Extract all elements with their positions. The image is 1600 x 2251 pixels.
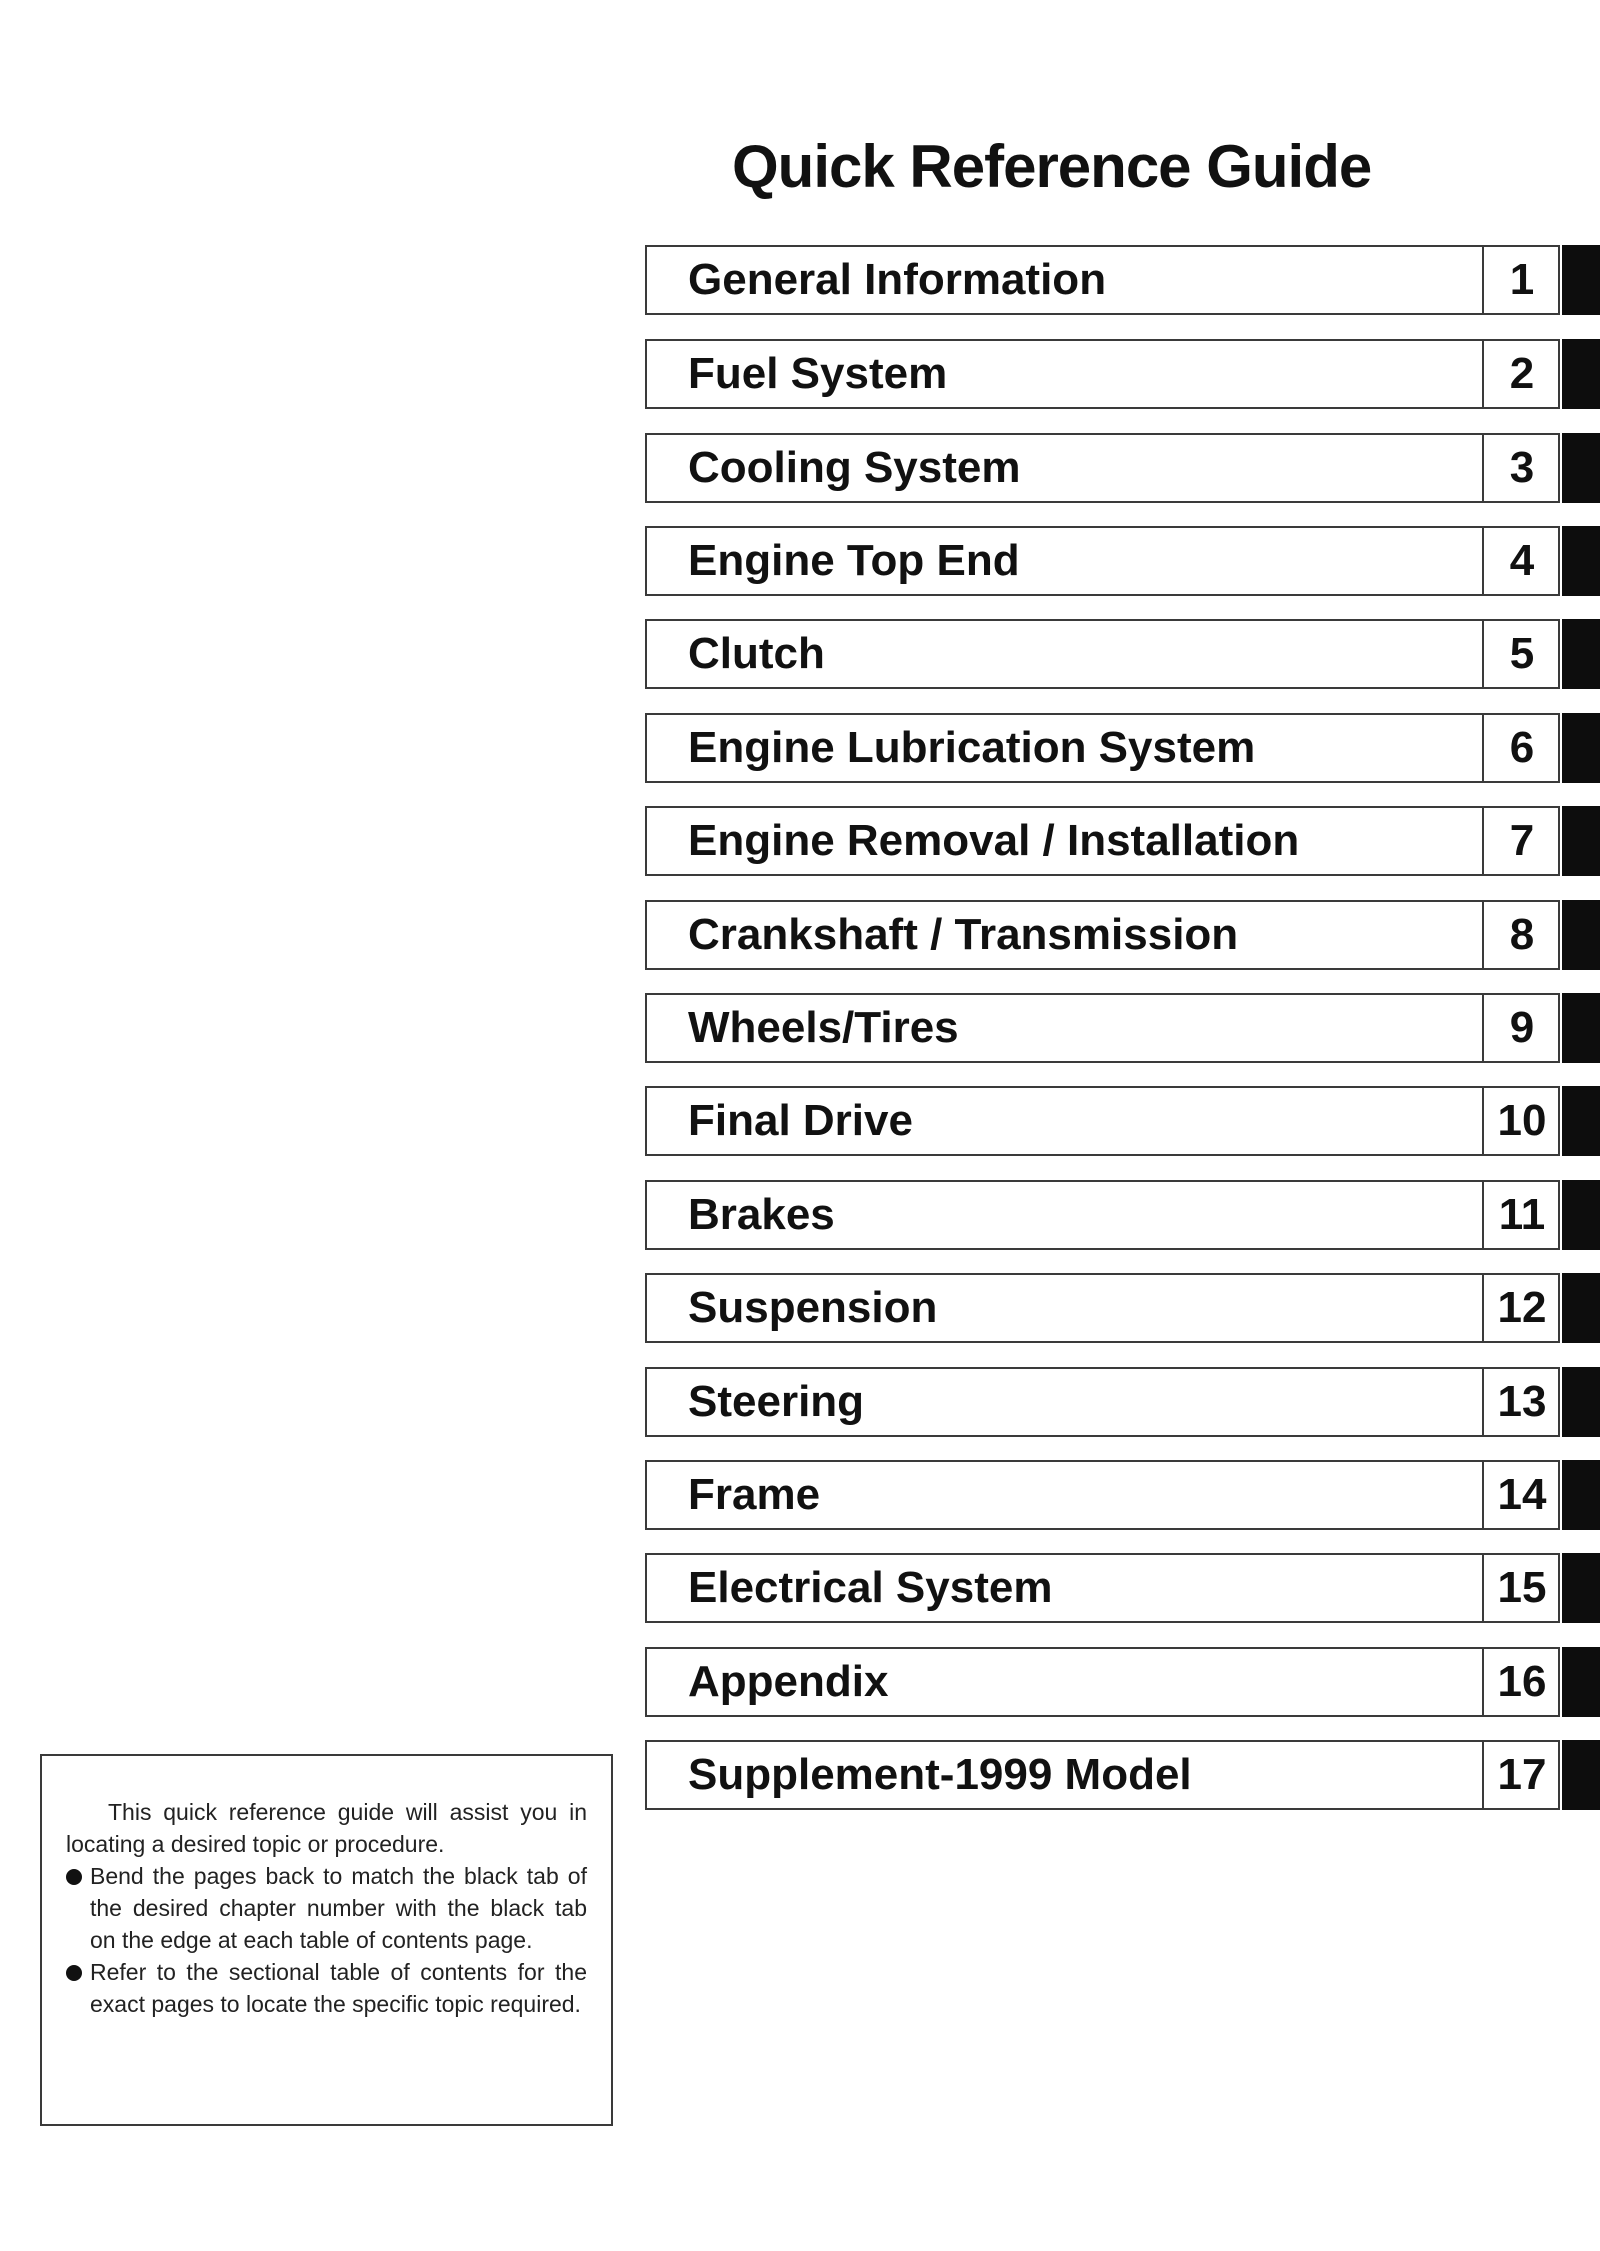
chapter-number: 3 — [1509, 443, 1535, 492]
chapter-label: Frame — [688, 1470, 821, 1519]
chapter-box — [645, 806, 1560, 876]
chapter-box — [645, 245, 1560, 315]
black-tab — [1562, 526, 1600, 596]
chapter-label: Appendix — [688, 1657, 889, 1706]
black-tab — [1562, 1740, 1600, 1810]
chapter-box — [645, 993, 1560, 1063]
chapter-label: Electrical System — [688, 1563, 1053, 1612]
chapter-number: 4 — [1509, 536, 1535, 585]
black-tab — [1562, 1553, 1600, 1623]
chapter-number: 5 — [1509, 629, 1535, 678]
black-tab — [1562, 339, 1600, 409]
chapter-row-3[interactable] — [645, 433, 1600, 503]
chapter-row-13[interactable] — [645, 1367, 1600, 1437]
chapter-box — [645, 433, 1560, 503]
chapter-row-4[interactable] — [645, 526, 1600, 596]
chapter-row-11[interactable] — [645, 1180, 1600, 1250]
instructions-box — [40, 1754, 613, 2126]
black-tab — [1562, 1367, 1600, 1437]
chapter-number: 10 — [1497, 1096, 1547, 1145]
chapter-number: 14 — [1497, 1470, 1547, 1519]
chapter-number: 2 — [1509, 349, 1535, 398]
black-tab — [1562, 806, 1600, 876]
bullet-icon — [66, 1869, 82, 1885]
chapter-box — [645, 339, 1560, 409]
chapter-row-14[interactable] — [645, 1460, 1600, 1530]
chapter-label: General Information — [688, 255, 1107, 304]
instructions-intro: This quick reference guide will assist you in locating a desired topic or procedure. — [66, 1799, 587, 1857]
chapter-label: Fuel System — [688, 349, 948, 398]
chapter-number: 6 — [1509, 723, 1535, 772]
chapter-row-9[interactable] — [645, 993, 1600, 1063]
chapter-label: Cooling System — [688, 443, 1021, 492]
black-tab — [1562, 433, 1600, 503]
chapter-number: 13 — [1497, 1377, 1547, 1426]
chapter-label: Wheels/Tires — [688, 1003, 959, 1052]
black-tab — [1562, 1086, 1600, 1156]
instruction-text: Bend the pages back to match the black tab of the desired chapter number with the black tab on the edge at each table of contents page. — [90, 1863, 587, 1953]
instruction-bullet — [66, 1956, 587, 2020]
black-tab — [1562, 1273, 1600, 1343]
chapter-number: 9 — [1509, 1003, 1535, 1052]
instruction-text: Refer to the sectional table of contents for the exact pages to locate the specific topic required. — [90, 1959, 587, 2017]
chapter-label: Final Drive — [688, 1096, 913, 1145]
chapter-number: 17 — [1497, 1750, 1547, 1799]
chapter-box — [645, 1273, 1560, 1343]
black-tab — [1562, 993, 1600, 1063]
chapter-label: Engine Top End — [688, 536, 1020, 585]
chapter-row-12[interactable] — [645, 1273, 1600, 1343]
chapter-label: Steering — [688, 1377, 865, 1426]
chapter-box — [645, 526, 1560, 596]
bullet-icon — [66, 1965, 82, 1981]
chapter-label: Engine Lubrication System — [688, 723, 1256, 772]
chapter-label: Suspension — [688, 1283, 938, 1332]
chapter-box — [645, 619, 1560, 689]
chapter-row-17[interactable] — [645, 1740, 1600, 1810]
chapter-label: Supplement-1999 Model — [688, 1750, 1192, 1799]
chapter-box — [645, 1460, 1560, 1530]
black-tab — [1562, 245, 1600, 315]
chapter-number: 8 — [1509, 910, 1535, 959]
black-tab — [1562, 1180, 1600, 1250]
chapter-box — [645, 1086, 1560, 1156]
chapter-row-16[interactable] — [645, 1647, 1600, 1717]
chapter-label: Brakes — [688, 1190, 835, 1239]
chapter-box — [645, 1647, 1560, 1717]
chapter-number: 16 — [1497, 1657, 1547, 1706]
chapter-number: 15 — [1497, 1563, 1547, 1612]
chapter-row-1[interactable] — [645, 245, 1600, 315]
chapter-row-5[interactable] — [645, 619, 1600, 689]
chapter-number: 12 — [1497, 1283, 1547, 1332]
black-tab — [1562, 900, 1600, 970]
chapter-label: Crankshaft / Transmission — [688, 910, 1239, 959]
chapter-row-8[interactable] — [645, 900, 1600, 970]
chapter-box — [645, 1553, 1560, 1623]
chapter-row-6[interactable] — [645, 713, 1600, 783]
chapter-box — [645, 1367, 1560, 1437]
black-tab — [1562, 1460, 1600, 1530]
chapter-box — [645, 1180, 1560, 1250]
chapter-box — [645, 900, 1560, 970]
chapter-row-15[interactable] — [645, 1553, 1600, 1623]
chapter-box — [645, 713, 1560, 783]
chapter-label: Clutch — [688, 629, 825, 678]
chapter-number: 11 — [1498, 1190, 1546, 1239]
chapter-box — [645, 1740, 1560, 1810]
instruction-bullet — [66, 1860, 587, 1956]
chapter-row-2[interactable] — [645, 339, 1600, 409]
chapter-row-10[interactable] — [645, 1086, 1600, 1156]
page-title: Quick Reference Guide — [732, 133, 1372, 200]
chapter-label: Engine Removal / Installation — [688, 816, 1300, 865]
black-tab — [1562, 713, 1600, 783]
black-tab — [1562, 619, 1600, 689]
chapter-number: 1 — [1509, 255, 1535, 304]
chapter-row-7[interactable] — [645, 806, 1600, 876]
chapter-number: 7 — [1509, 816, 1535, 865]
black-tab — [1562, 1647, 1600, 1717]
